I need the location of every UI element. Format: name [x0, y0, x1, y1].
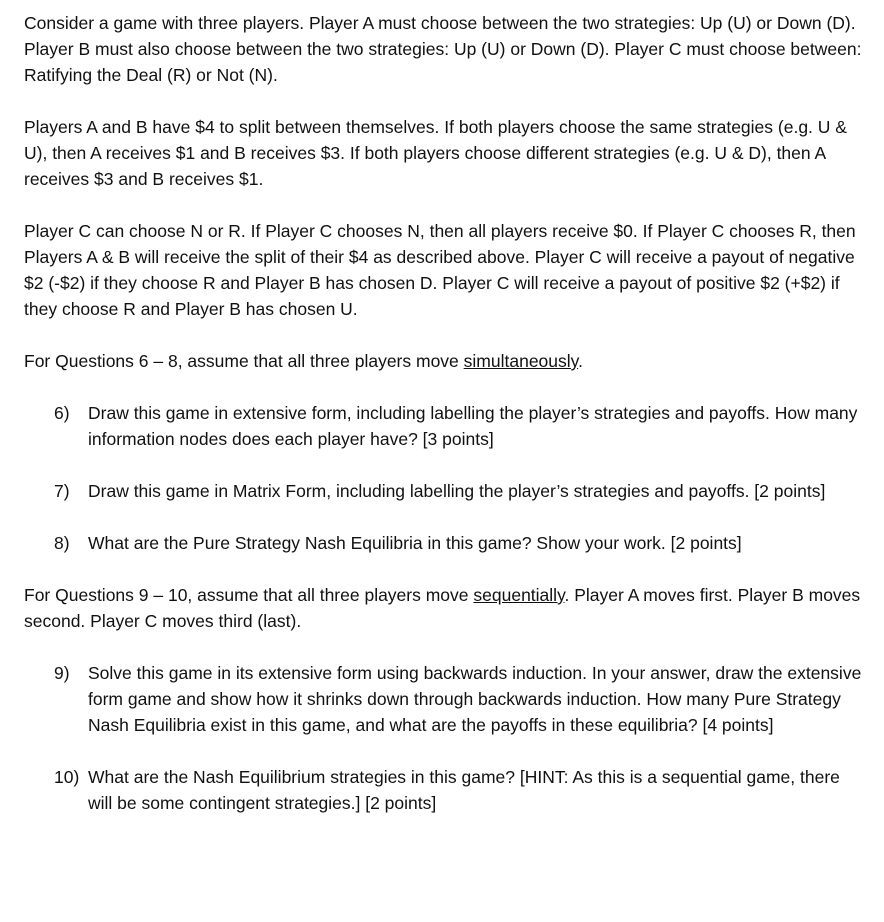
section1-heading: [24, 348, 869, 374]
question-number: 7): [54, 481, 70, 501]
question-9: [24, 660, 869, 738]
question-10: [24, 764, 869, 816]
question-text: What are the Nash Equilibrium strategies in this game? [HINT: As this is a sequential game, there will be some contingent strategies.] [2 points]: [88, 767, 840, 813]
intro-paragraph-2: Players A and B have $4 to split between themselves. If both players choose the same strategies (e.g. U & U), then A receives $1 and B receives $3. If both players choose different strategies (e.g. U & D), then A receives $3 and B receives $1.: [24, 117, 847, 189]
section1-tail: .: [578, 351, 583, 371]
intro-paragraph-3: Player C can choose N or R. If Player C chooses N, then all players receive $0. If Player C chooses R, then Players A & B will receive the split of their $4 as described above. Player C will receive a payout of negative $2 (-$2) if they choose R and Player B has chosen D. Player C will receive a payout of positive $2 (+$2) if they choose R and Player B has chosen U.: [24, 221, 856, 319]
question-number: 10): [54, 767, 80, 787]
question-8: [24, 530, 869, 556]
section1-lead: For Questions 6 – 8, assume that all three players move: [24, 351, 464, 371]
intro-paragraph-1: Consider a game with three players. Player A must choose between the two strategies: Up (U) or Down (D). Player B must also choose between the two strategies: Up (U) or Down (D). Player C must choose between: Ratifying the Deal (R) or Not (N).: [24, 13, 862, 85]
question-text: Solve this game in its extensive form using backwards induction. In your answer, draw the extensive form game and show how it shrinks down through backwards induction. How many Pure Strategy Nash Equilibria exist in this game, and what are the payoffs in these equilibria? [4 points]: [88, 663, 862, 735]
question-7: [24, 478, 869, 504]
section2-lead: For Questions 9 – 10, assume that all three players move: [24, 585, 474, 605]
question-text: Draw this game in extensive form, including labelling the player’s strategies and payoffs. How many information nodes does each player have? [3 points]: [88, 403, 858, 449]
section1-emphasis: simultaneously: [463, 351, 579, 371]
question-text: What are the Pure Strategy Nash Equilibria in this game? Show your work. [2 points]: [88, 533, 742, 553]
question-number: 6): [54, 403, 70, 423]
section2-emphasis: sequentially: [473, 585, 565, 605]
document-body: [24, 10, 869, 816]
question-6: [24, 400, 869, 452]
section2-tail: . Player A moves first. Player B moves second. Player C moves third (last).: [24, 585, 861, 631]
question-number: 8): [54, 533, 70, 553]
question-text: Draw this game in Matrix Form, including labelling the player’s strategies and payoffs. [2 points]: [88, 481, 826, 501]
section2-heading: [24, 582, 869, 634]
question-number: 9): [54, 663, 70, 683]
